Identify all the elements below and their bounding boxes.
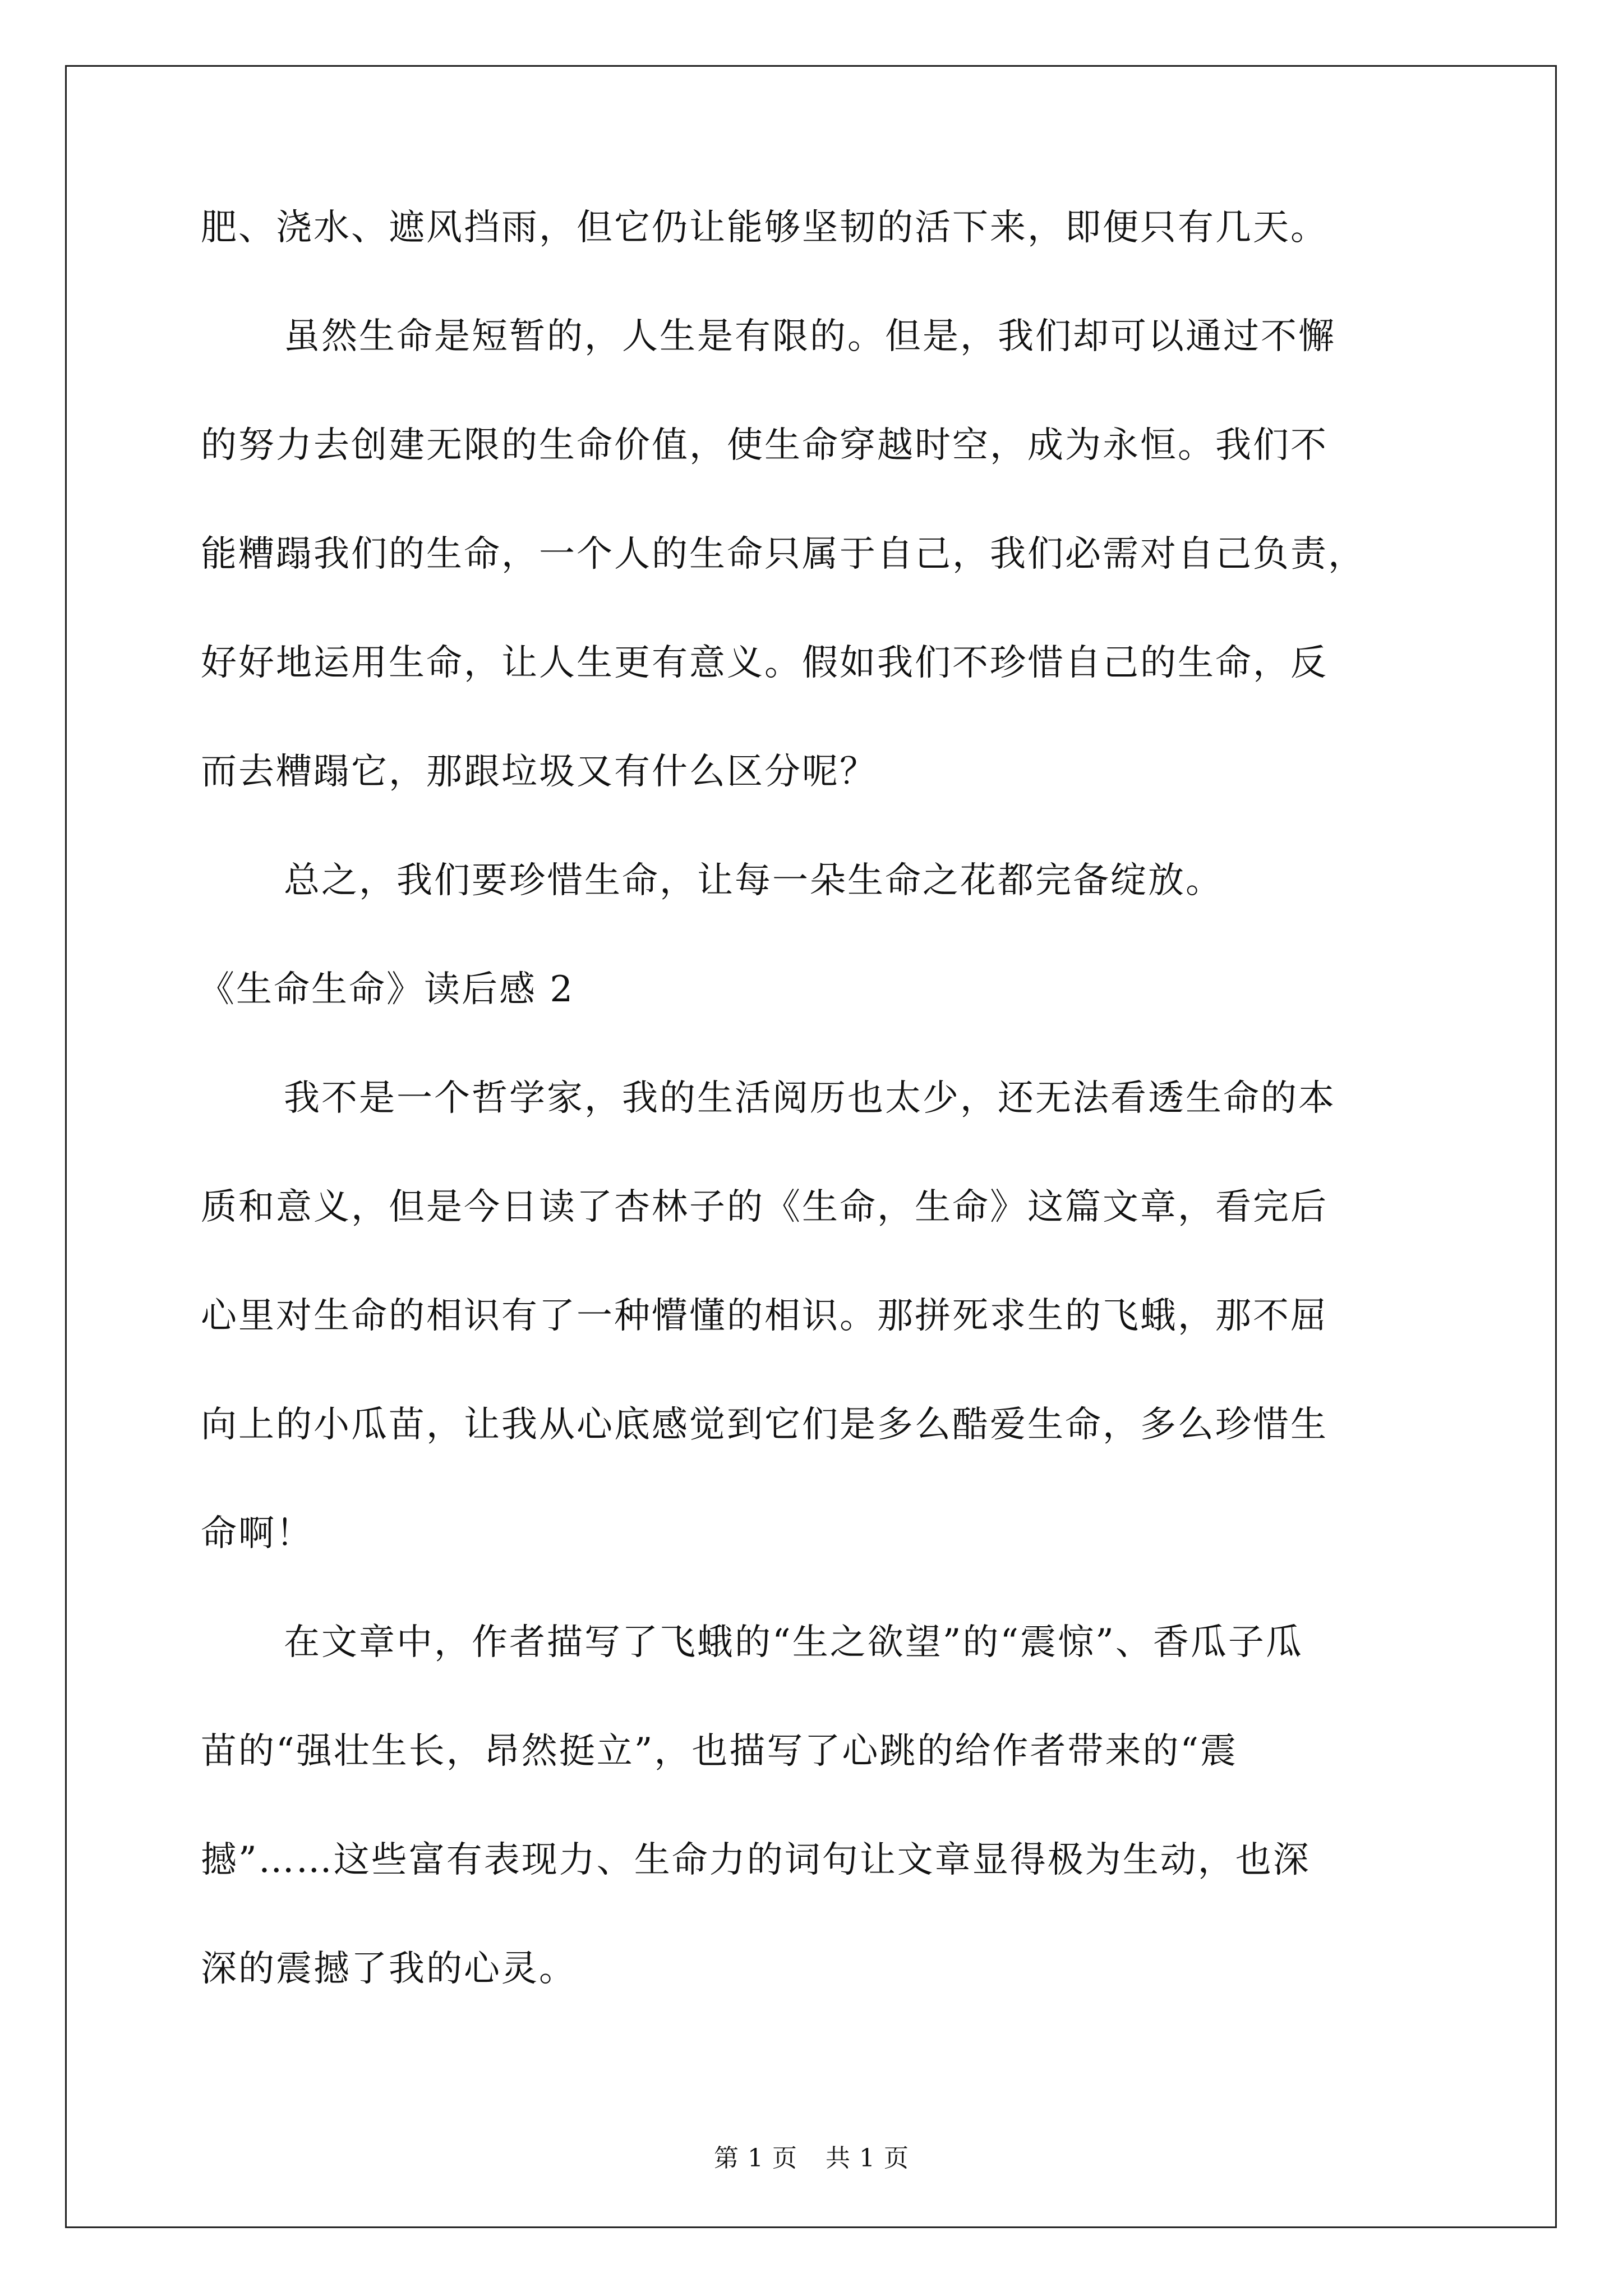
section-heading: 《生命生命》读后感 2 xyxy=(199,969,575,1010)
text-line: 心里对生命的相识有了一种懵懂的相识。那拼死求生的飞蛾，那不屈 xyxy=(201,1295,1328,1337)
paragraph-start: 在文章中，作者描写了飞蛾的“生之欲望”的“震惊”、香瓜子瓜 xyxy=(284,1622,1303,1663)
paragraph-start: 虽然生命是短暂的，人生是有限的。但是，我们却可以通过不懈 xyxy=(284,316,1336,357)
text-line: 向上的小瓜苗，让我从心底感觉到它们是多么酷爱生命，多么珍惜生 xyxy=(201,1404,1328,1446)
page-frame xyxy=(65,65,1557,2228)
text-line: 深的震撼了我的心灵。 xyxy=(201,1948,577,1990)
text-line: 撼”……这些富有表现力、生命力的词句让文章显得极为生动，也深 xyxy=(201,1839,1311,1881)
text-line: 质和意义，但是今日读了杏林子的《生命，生命》这篇文章，看完后 xyxy=(201,1186,1328,1228)
paragraph-start: 我不是一个哲学家，我的生活阅历也太少，还无法看透生命的本 xyxy=(284,1078,1336,1119)
text-line: 苗的“强壮生长，昂然挺立”，也描写了心跳的给作者带来的“震 xyxy=(201,1731,1238,1772)
text-line: 肥、浇水、遮风挡雨，但它仍让能够坚韧的活下来，即便只有几天。 xyxy=(201,207,1328,249)
page-footer xyxy=(0,2142,1623,2175)
text-line: 命啊！ xyxy=(201,1513,313,1554)
page-number-total: 共 1 页 xyxy=(826,2144,909,2173)
text-line: 好好地运用生命，让人生更有意义。假如我们不珍惜自己的生命，反 xyxy=(201,642,1328,684)
paragraph-start: 总之，我们要珍惜生命，让每一朵生命之花都完备绽放。 xyxy=(284,860,1223,901)
text-line: 的努力去创建无限的生命价值，使生命穿越时空，成为永恒。我们不 xyxy=(201,425,1328,466)
page-number-current: 第 1 页 xyxy=(714,2144,797,2173)
text-line: 而去糟蹋它，那跟垃圾又有什么区分呢？ xyxy=(201,751,877,793)
text-line: 能糟蹋我们的生命，一个人的生命只属于自己，我们必需对自己负责， xyxy=(201,533,1366,575)
